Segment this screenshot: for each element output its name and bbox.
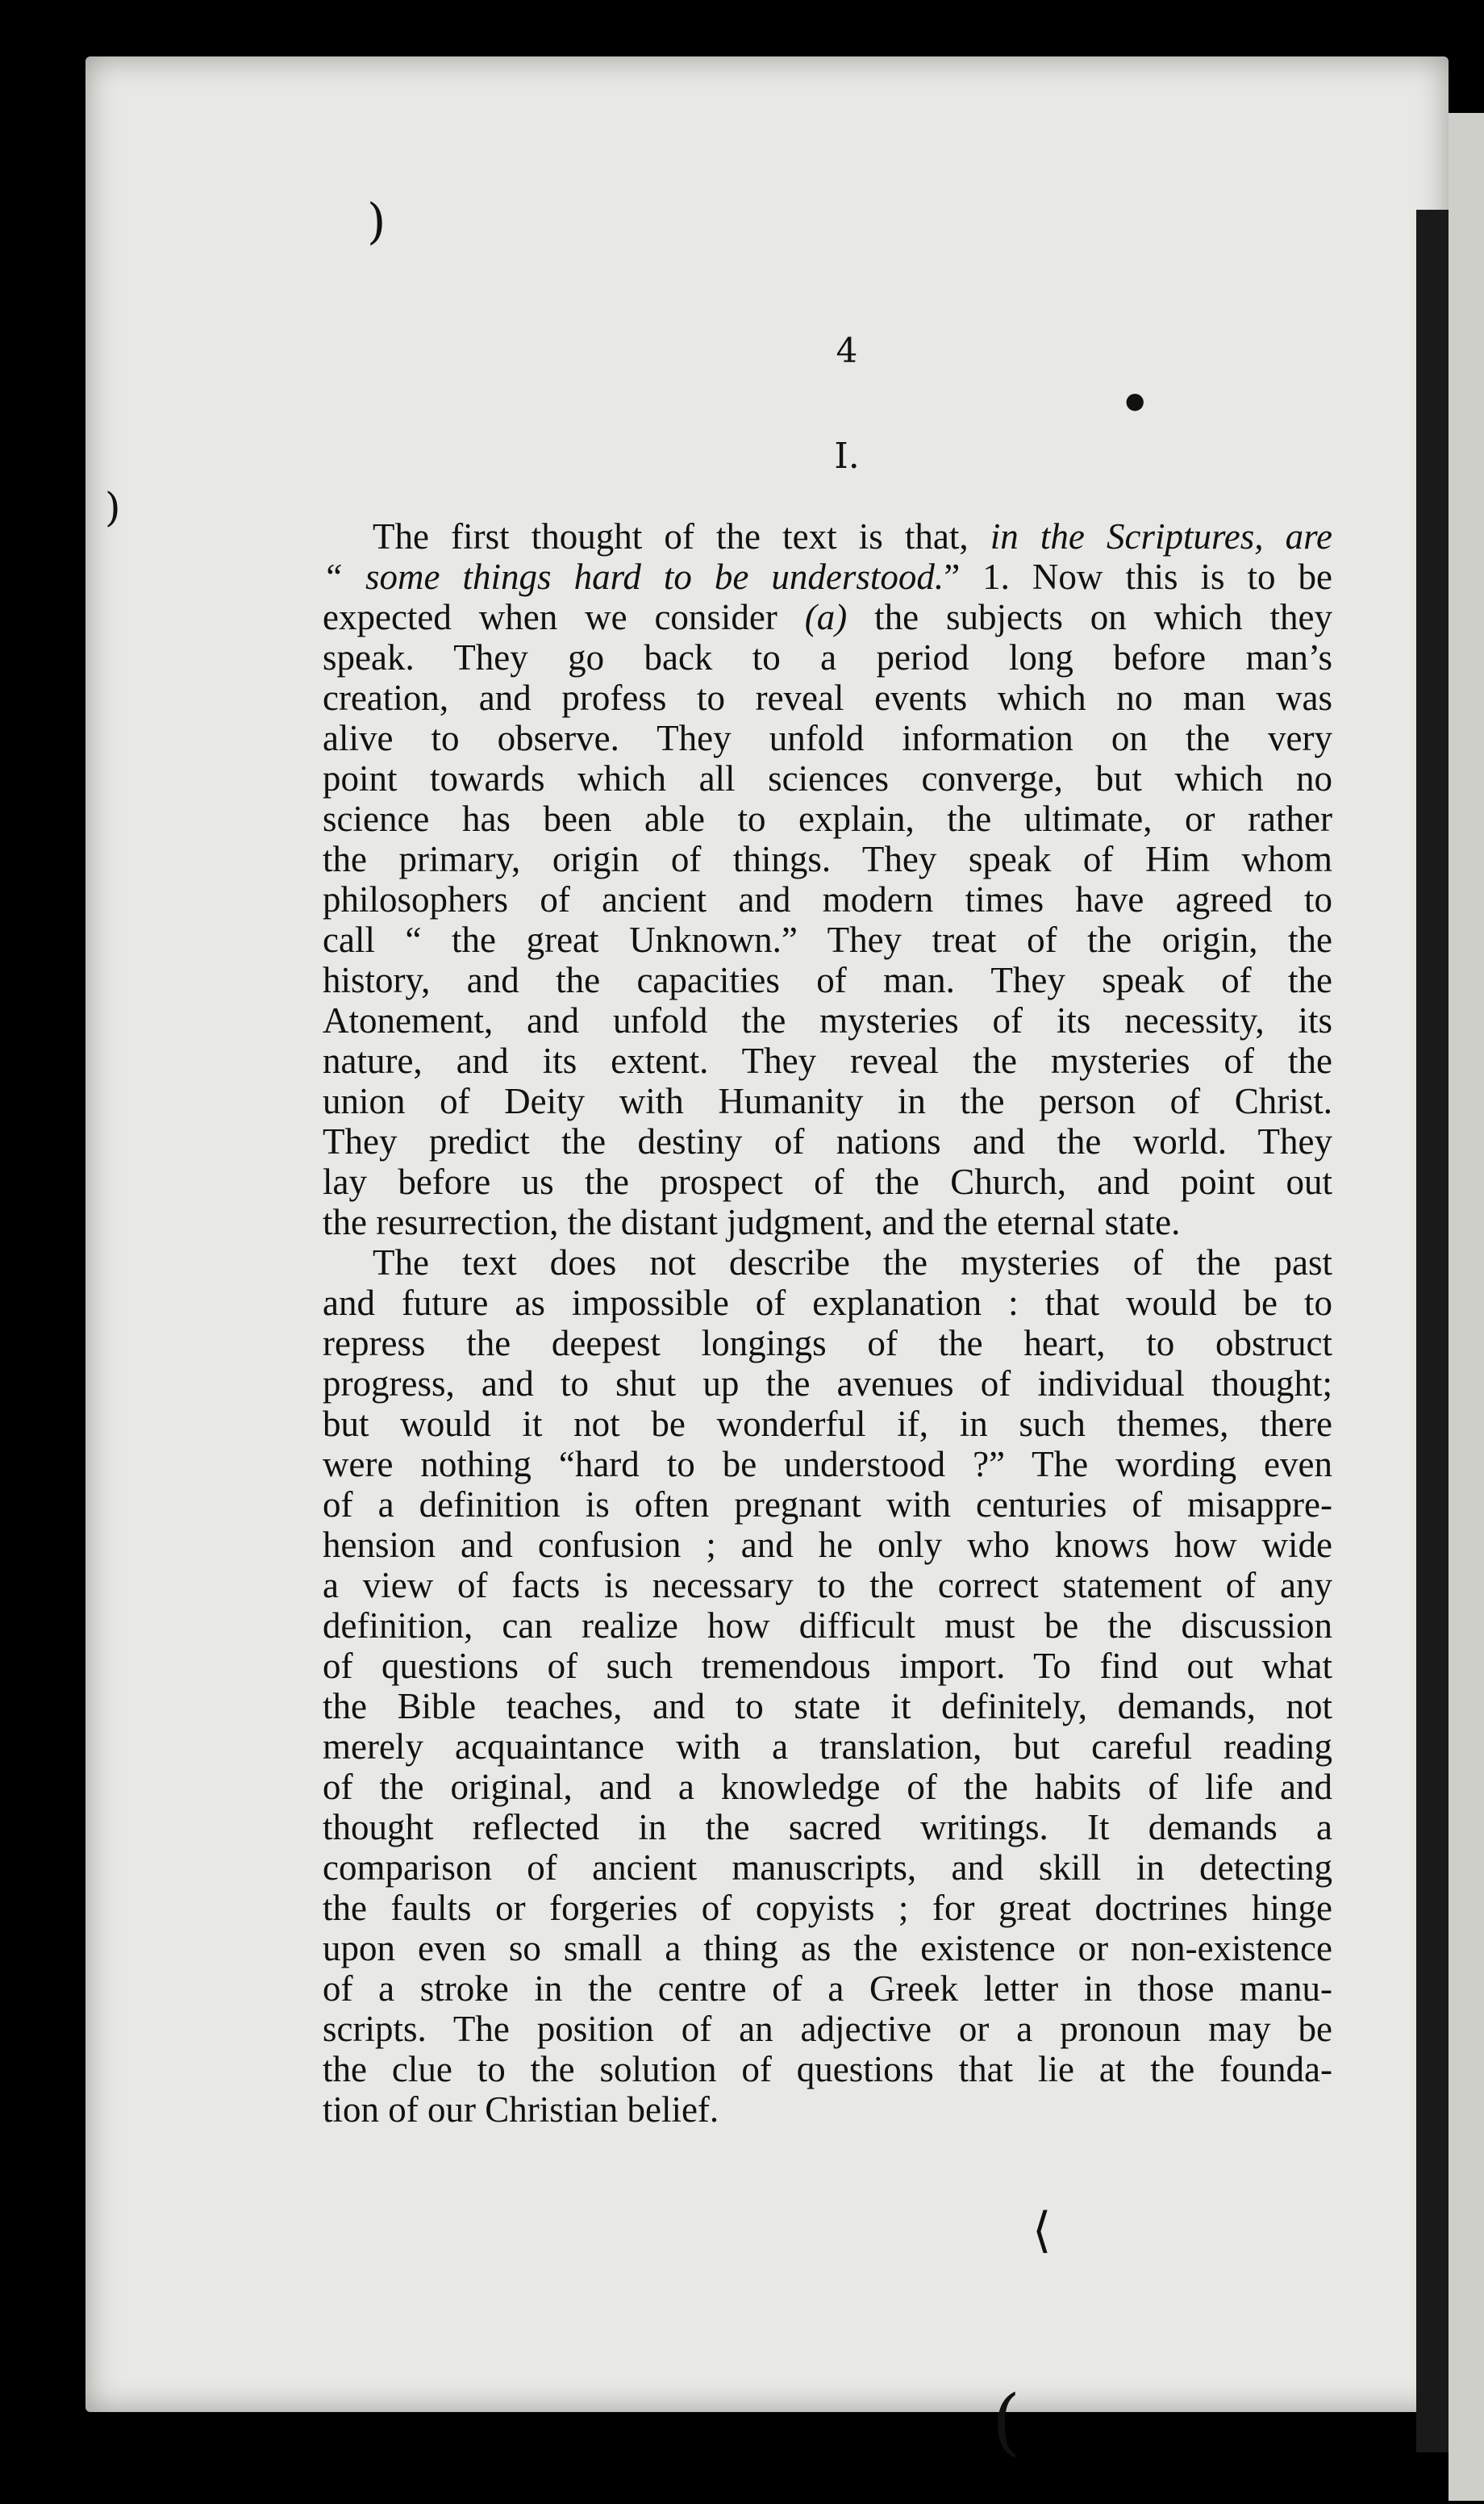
text-segment: comparison of ancient manuscripts, and skill in detecting xyxy=(323,1847,1332,1888)
italic-text: “ some things hard to be understood. xyxy=(323,557,944,597)
text-line xyxy=(323,1081,1332,1121)
text-line xyxy=(323,557,1332,597)
text-line xyxy=(323,1404,1332,1444)
scan-mark: ⟨ xyxy=(1032,2202,1052,2259)
text-line xyxy=(323,1646,1332,1686)
text-line xyxy=(323,1968,1332,2009)
text-segment: creation, and profess to reveal events which no man was xyxy=(323,678,1332,718)
scan-mark: ) xyxy=(105,484,121,531)
text-line xyxy=(323,1565,1332,1605)
text-line xyxy=(323,879,1332,920)
text-segment: progress, and to shut up the avenues of individual thought; xyxy=(323,1363,1332,1404)
scan-mark: ● xyxy=(1125,387,1145,414)
text-segment: the resurrection, the distant judgment, and the eternal state. xyxy=(323,1202,1181,1242)
text-segment: upon even so small a thing as the existence or non-existence xyxy=(323,1928,1332,1968)
text-segment: The text does not describe the mysteries of the past xyxy=(373,1242,1332,1283)
text-segment: point towards which all sciences converge, but which no xyxy=(323,758,1332,799)
text-segment: of questions of such tremendous import. To find out what xyxy=(323,1646,1332,1686)
text-segment: call “ the great Unknown.” They treat of the origin, the xyxy=(323,920,1332,960)
text-segment: of a stroke in the centre of a Greek letter in those manu- xyxy=(323,1968,1332,2009)
text-line xyxy=(323,1888,1332,1928)
text-line xyxy=(323,1121,1332,1162)
text-line xyxy=(323,2009,1332,2049)
text-segment: union of Deity with Humanity in the person of Christ. xyxy=(323,1081,1332,1121)
text-segment: thought reflected in the sacred writings. It demands a xyxy=(323,1807,1332,1847)
text-line xyxy=(323,758,1332,799)
text-line xyxy=(323,1323,1332,1363)
text-line xyxy=(323,1000,1332,1041)
text-segment: scripts. The position of an adjective or a pronoun may be xyxy=(323,2009,1332,2049)
text-line xyxy=(323,1686,1332,1726)
text-line xyxy=(323,1847,1332,1888)
text-segment: Atonement, and unfold the mysteries of its necessity, its xyxy=(323,1000,1332,1041)
text-segment: the primary, origin of things. They speak of Him whom xyxy=(323,839,1332,879)
text-segment: the clue to the solution of questions that lie at the founda- xyxy=(323,2049,1332,2089)
text-line xyxy=(323,1242,1332,1283)
text-line xyxy=(323,1202,1332,1242)
text-line xyxy=(323,1283,1332,1323)
text-line xyxy=(323,1605,1332,1646)
italic-text: in the Scriptures, are xyxy=(990,516,1332,557)
text-segment: alive to observe. They unfold information on the very xyxy=(323,718,1332,758)
text-segment: of the original, and a knowledge of the habits of life and xyxy=(323,1767,1332,1807)
text-line xyxy=(323,1484,1332,1525)
text-line xyxy=(323,799,1332,839)
text-segment: speak. They go back to a period long before man’s xyxy=(323,637,1332,678)
text-line xyxy=(323,2089,1332,2130)
text-line xyxy=(323,839,1332,879)
text-line xyxy=(323,637,1332,678)
text-segment: were nothing “hard to be understood ?” The wording even xyxy=(323,1444,1332,1484)
section-heading: I. xyxy=(834,436,860,477)
text-segment: They predict the destiny of nations and the world. They xyxy=(323,1121,1332,1162)
text-segment: the Bible teaches, and to state it definitely, demands, not xyxy=(323,1686,1332,1726)
text-line xyxy=(323,1807,1332,1847)
page-edge-shadow xyxy=(1416,210,1449,2452)
text-line xyxy=(323,2049,1332,2089)
scan-mark: ) xyxy=(367,194,386,250)
text-segment: of a definition is often pregnant with centuries of misappre- xyxy=(323,1484,1332,1525)
text-line xyxy=(323,1726,1332,1767)
text-segment: philosophers of ancient and modern times have agreed to xyxy=(323,879,1332,920)
text-segment: history, and the capacities of man. They speak of the xyxy=(323,960,1332,1000)
text-segment: and future as impossible of explanation : that would be to xyxy=(323,1283,1332,1323)
text-segment: the subjects on which they xyxy=(847,597,1332,637)
text-line xyxy=(323,1767,1332,1807)
text-line xyxy=(323,1162,1332,1202)
body-text xyxy=(323,516,1332,2130)
next-page-edge xyxy=(1449,113,1484,2501)
text-segment: expected when we consider xyxy=(323,597,805,637)
text-segment: science has been able to explain, the ultimate, or rather xyxy=(323,799,1332,839)
text-line xyxy=(323,678,1332,718)
scan-mark: ( xyxy=(992,2380,1021,2464)
text-line xyxy=(323,1525,1332,1565)
text-line xyxy=(323,1928,1332,1968)
text-segment: ” 1. Now this is to be xyxy=(944,557,1332,597)
text-line xyxy=(323,597,1332,637)
text-segment: The first thought of the text is that, xyxy=(373,516,990,557)
text-segment: nature, and its extent. They reveal the mysteries of the xyxy=(323,1041,1332,1081)
text-line xyxy=(323,960,1332,1000)
text-segment: repress the deepest longings of the heart, to obstruct xyxy=(323,1323,1332,1363)
text-line xyxy=(323,920,1332,960)
text-segment: lay before us the prospect of the Church, and point out xyxy=(323,1162,1332,1202)
text-line xyxy=(323,718,1332,758)
text-line xyxy=(323,516,1332,557)
text-line xyxy=(323,1363,1332,1404)
text-segment: hension and confusion ; and he only who knows how wide xyxy=(323,1525,1332,1565)
text-segment: definition, can realize how difficult must be the discussion xyxy=(323,1605,1332,1646)
text-segment: but would it not be wonderful if, in such themes, there xyxy=(323,1404,1332,1444)
text-segment: the faults or forgeries of copyists ; for great doctrines hinge xyxy=(323,1888,1332,1928)
text-line xyxy=(323,1041,1332,1081)
text-segment: a view of facts is necessary to the correct statement of any xyxy=(323,1565,1332,1605)
text-line xyxy=(323,1444,1332,1484)
italic-text: (a) xyxy=(804,597,848,637)
page-number: 4 xyxy=(836,331,858,370)
text-segment: merely acquaintance with a translation, but careful reading xyxy=(323,1726,1332,1767)
text-segment: tion of our Christian belief. xyxy=(323,2089,719,2130)
